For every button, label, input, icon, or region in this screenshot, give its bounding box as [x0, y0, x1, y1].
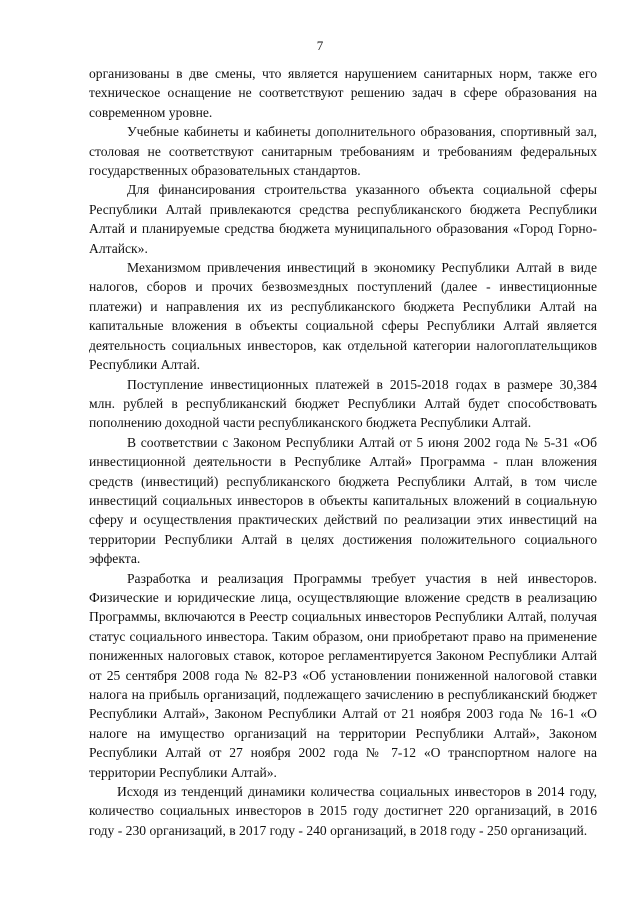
- body-text: [89, 64, 597, 840]
- paragraph-6: В соответствии с Законом Республики Алтай от 5 июня 2002 года № 5-31 «Об инвестиционной деятельности в Республике Алтай» Программа - план вложения средств (инвестиций) республиканского бюджета Республики Алтай, в том числе инвестиций социальных инвесторов в объекты капитальных вложений в социальную сферу и осуществления практических действий по реализации этих инвестиций на территории Республики Алтай в целях достижения положительного социального эффекта.: [89, 434, 597, 567]
- paragraph-5: Поступление инвестиционных платежей в 2015-2018 годах в размере 30,384 млн. рублей в республиканский бюджет Республики Алтай будет способствовать пополнению доходной части республиканского бюджета Республики Алтай.: [89, 376, 597, 431]
- paragraph-8: Исходя из тенденций динамики количества социальных инвесторов в 2014 году, количество социальных инвесторов в 2015 году достигнет 220 организаций, в 2016 году - 230 организаций, в 2017 году - 240 организаций, в 2018 году - 250 организаций.: [89, 784, 597, 838]
- paragraph-7: Разработка и реализация Программы требует участия в ней инвесторов. Физические и юридические лица, осуществляющие вложение средств в реализацию Программы, включаются в Реестр социальных инвесторов Республики Алтай, получая статус социального инвестора. Таким образом, они приобретают право на применение пониженных налоговых ставок, которое регламентируется Законом Республики Алтай от 25 сентября 2008 года № 82-РЗ «Об установлении пониженной налоговой ставки налога на прибыль организаций, подлежащего зачислению в республиканский бюджет Республики Алтай», Законом Республики Алтай от 21 ноября 2003 года № 16-1 «О налоге на имущество организаций на территории Республики Алтай», Законом Республики Алтай от 27 ноября 2002 года № 7-12 «О транспортном налоге на территории Республики Алтай».: [89, 570, 597, 780]
- paragraph-3: Для финансирования строительства указанного объекта социальной сферы Республики Алтай привлекаются средства республиканского бюджета Республики Алтай и планируемые средства бюджета муниципального образования «Город Горно-Алтайск».: [89, 182, 597, 256]
- page-number: 7: [316, 38, 324, 53]
- paragraph-2: Учебные кабинеты и кабинеты дополнительного образования, спортивный зал, столовая не соответствуют санитарным требованиям и требованиям федеральных государственных образовательных стандартов.: [89, 124, 597, 179]
- paragraph-1: организованы в две смены, что является нарушением санитарных норм, также его техническое оснащение не соответствуют решению задач в сфере образования на современном уровне.: [89, 66, 597, 120]
- paragraph-4: Механизмом привлечения инвестиций в экономику Республики Алтай в виде налогов, сборов и прочих безвозмездных поступлений (далее - инвестиционные платежи) и направления их из республиканского бюджета Республики Алтай на капитальные вложения в объекты социальной сферы Республики Алтай является деятельность социальных инвесторов, как отдельной категории налогоплательщиков Республики Алтай.: [89, 260, 597, 373]
